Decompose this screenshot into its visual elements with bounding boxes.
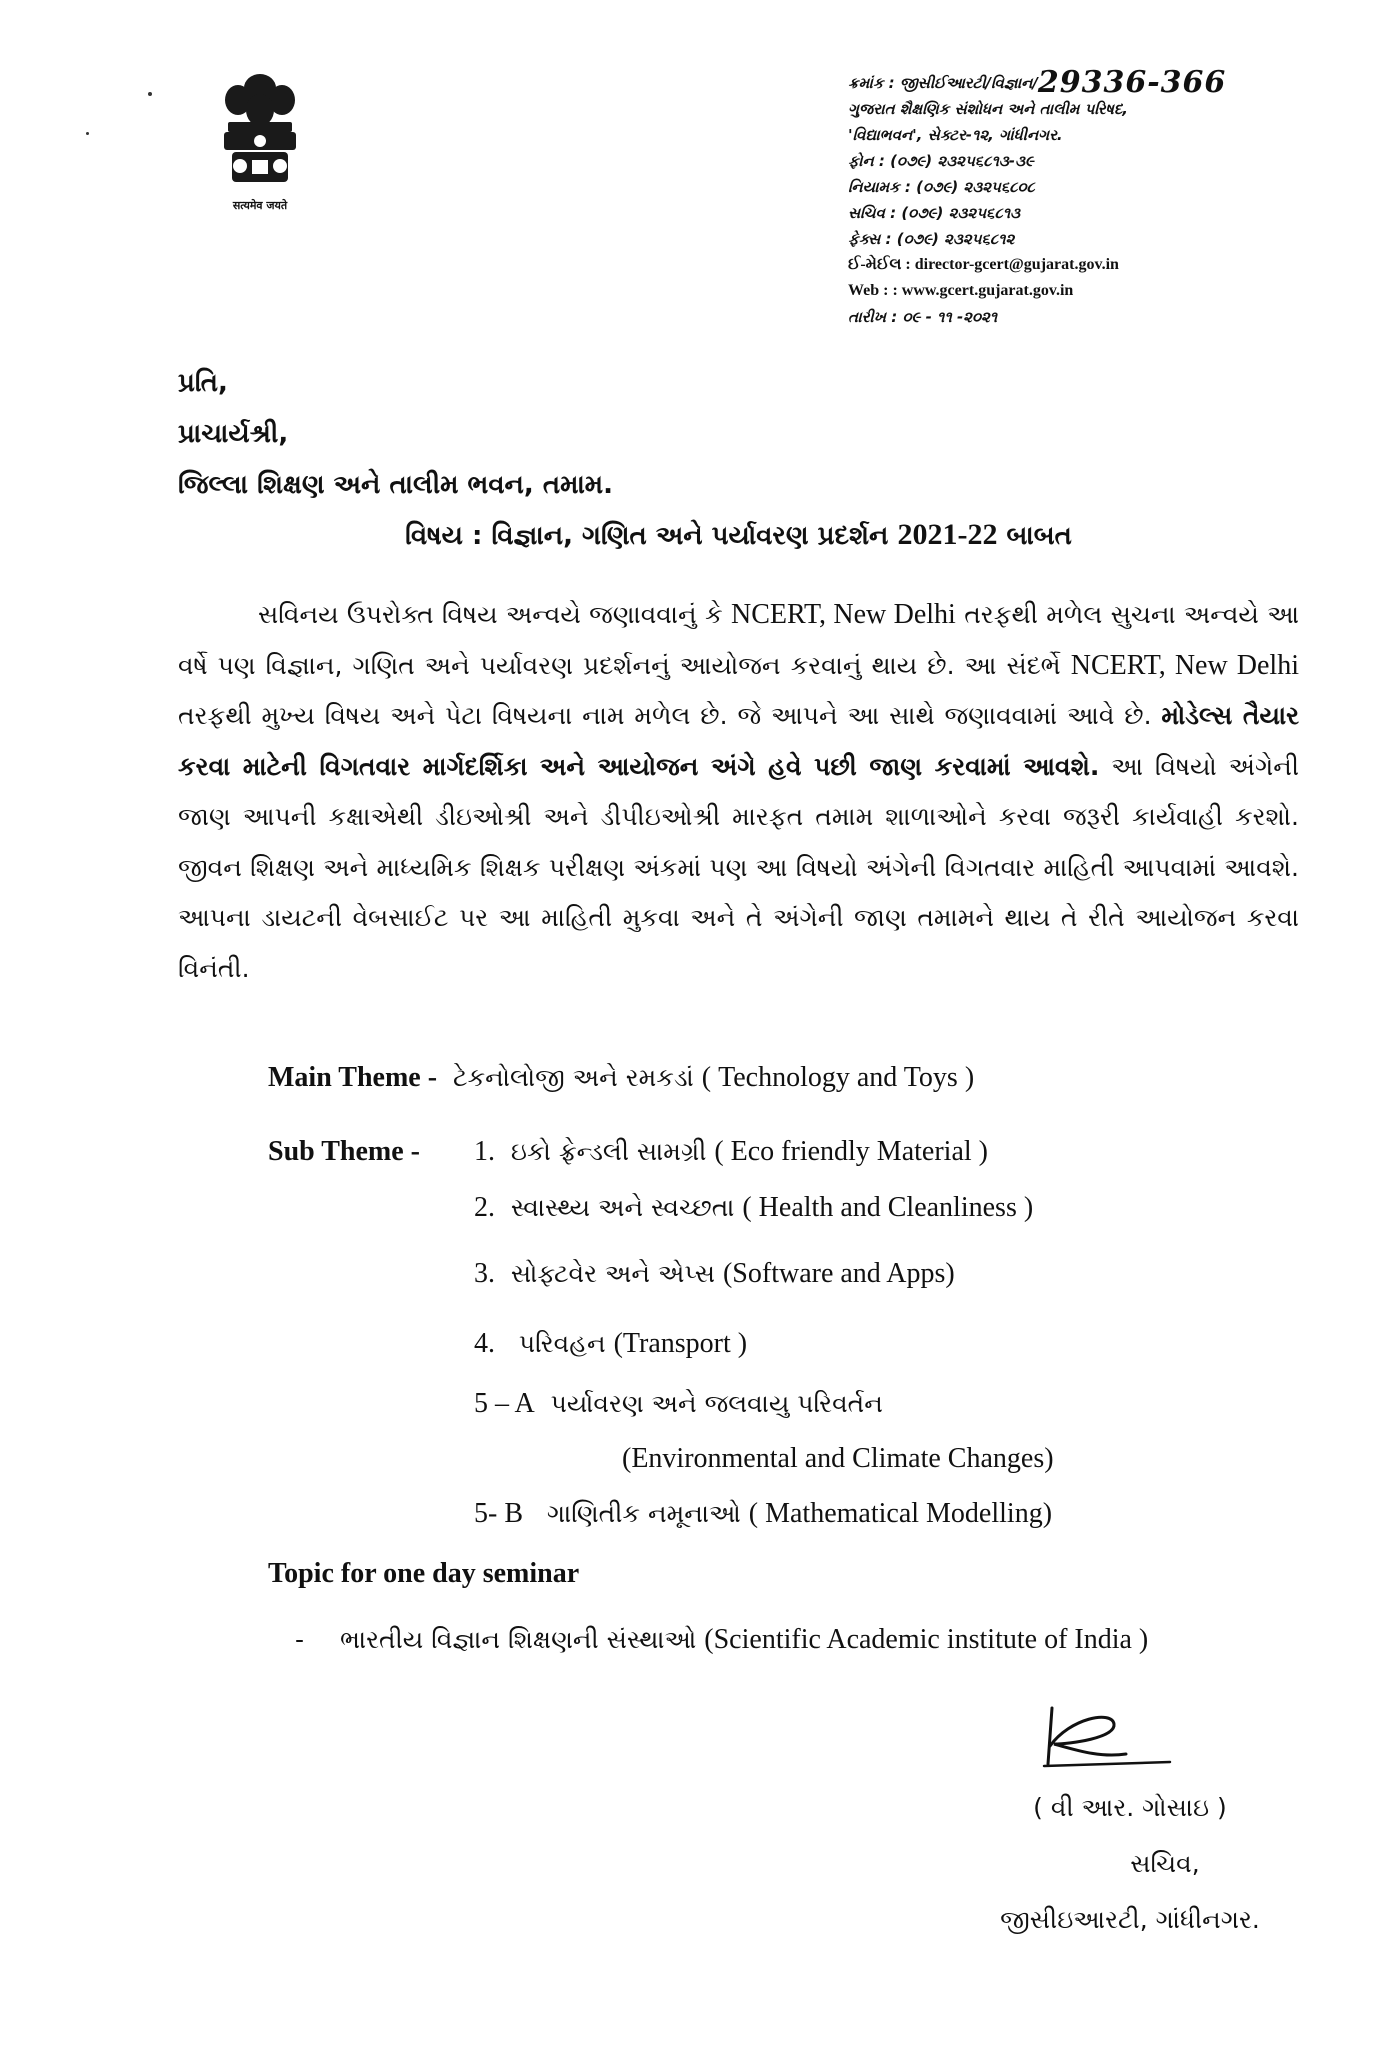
sub-theme-item [474,1136,988,1168]
body-guideline-note: મોડેલ્સ તૈયાર કરવા માટેની વિગતવાર માર્ગદર્શિકા અને આયોજન અંગે હવે પછી જાણ કરવામાં આવશે. [178,701,1299,781]
web-line: Web : : www.gcert.gujarat.gov.in [848,282,1074,299]
subject-prefix: વિષય : વિજ્ઞાન, ગણિત અને પર્યાવરણ પ્રદર્શન [405,521,889,551]
secretary-phone: સચિવ : (૦૭૯) ૨૩૨૫૬૮૧૩ [848,204,1021,222]
sub-theme-gu: સ્વાસ્થ્ય અને સ્વચ્છતા [510,1193,735,1222]
signatory-office: જીસીઇઆરટી, ગાંધીનગર. [1000,1905,1260,1934]
seminar-heading: Topic for one day seminar [268,1558,580,1589]
body-part-5: તરફથી મુખ્ય વિષય અને પેટા વિષયના નામ મળેલ છે. જે આપને આ સાથે જણાવવામાં આવે છે. [178,701,1152,730]
director-phone: નિયામક : (૦૭૯) ૨૩૨૫૬૮૦૮ [848,178,1035,196]
sub-theme-gu: પર્યાવરણ અને જલવાયુ પરિવર્તન [550,1389,883,1418]
sub-theme-item [474,1258,955,1290]
phone-line: ફોન : (૦૭૯) ૨૩૨૫૬૮૧૩-૩૯ [848,152,1034,170]
body-part-1: સવિનય ઉપરોક્ત વિષય અન્વયે જણાવવાનું કે [258,600,723,629]
body-ncert-2: NCERT, New Delhi [1070,649,1299,681]
sub-theme-item-translation [622,1443,1054,1475]
reference-line [848,65,1368,100]
national-emblem-icon [210,70,310,200]
sub-theme-gu: સોફ્ટવેર અને એપ્સ [510,1259,716,1288]
sub-theme-gu: ઇકો ફ્રેન્ડલી સામગ્રી [510,1137,707,1166]
subject-line [178,518,1299,552]
sub-theme-num: 5 – A [474,1388,535,1419]
sub-theme-item [474,1388,883,1420]
email-line: ઈ-મેઈલ : director-gcert@gujarat.gov.in [848,256,1119,273]
sub-theme-num: 5- B [474,1498,523,1529]
signatory-name: ( વી આર. ગોસાઇ ) [1033,1793,1227,1822]
seminar-dash: - [295,1625,305,1654]
sub-theme-item [474,1498,1052,1530]
date-line: તારીખ : ૦૯ - ૧૧ -૨૦૨૧ [848,308,998,326]
sub-theme-label [268,1136,420,1168]
body-part-7: આ વિષયો અંગેની જાણ આપની કક્ષાએથી ડીઇઓશ્રી અને ડીપીઇઓશ્રી મારફત તમામ શાળાઓને કરવા જરૂરી કાર્યવાહી કરશો. જીવન શિક્ષણ અને માધ્યમિક શિક્ષક પરીક્ષણ અંકમાં પણ આ વિષયો અંગેની વિગતવાર માહિતી આપવામાં આવશે. આપના ડાયટની વેબસાઈટ પર આ માહિતી મુકવા અને તે અંગેની જાણ તમામને થાય તે રીતે આયોજન કરવા વિનંતી. [178,751,1299,983]
main-theme-en: ( Technology and Toys ) [701,1062,975,1093]
scan-speck [86,132,89,135]
fax-line: ફેક્સ : (૦૭૯) ૨૩૨૫૬૮૧૨ [848,230,1015,248]
seminar-text [340,1612,1300,1668]
sub-theme-en: (Environmental and Climate Changes) [622,1443,1054,1474]
sub-theme-num: 2. [474,1192,495,1223]
letterhead [848,65,1368,330]
sub-theme-en: (Transport ) [613,1328,748,1359]
reference-label: ક્રમાંક : જીસીઈઆરટી/વિજ્ઞાન/ [848,74,1038,92]
sub-theme-en: (Software and Apps) [722,1258,955,1289]
address-title: પ્રાચાર્યશ્રી, [178,419,289,449]
scan-speck [148,92,152,96]
sub-theme-item [474,1192,1033,1224]
org-address: 'વિદ્યાભવન', સેક્ટર-૧૨, ગાંધીનગર. [848,126,1063,144]
seminar-gu: ભારતીય વિજ્ઞાન શિક્ષણની સંસ્થાઓ [340,1625,697,1654]
sub-theme-en: ( Eco friendly Material ) [714,1136,988,1167]
org-name: ગુજરાત શૈક્ષણિક સંશોધન અને તાલીમ પરિષદ, [848,100,1128,118]
sub-theme-num: 4. [474,1328,495,1359]
sub-theme-num: 3. [474,1258,495,1289]
main-theme-label: Main Theme - [268,1062,438,1093]
seminar-en: (Scientific Academic institute of India ) [704,1624,1149,1655]
sub-theme-item [474,1328,747,1360]
subject-year: 2021-22 [897,518,998,551]
signatory-block [900,1780,1300,1948]
body-part-3: તરફથી મળેલ સુચના અન્વયે આ વર્ષે પણ વિજ્ઞાન, ગણિત અને પર્યાવરણ પ્રદર્શનનું આયોજન કરવાનું થાય છે. આ સંદર્ભે [178,600,1299,680]
reference-number: 29336-366 [1037,65,1227,100]
subject-suffix: બાબત [1006,521,1072,551]
sub-theme-en: ( Mathematical Modelling) [748,1498,1053,1529]
main-theme [268,1062,974,1094]
sub-theme-gu: પરિવહન [518,1329,606,1358]
address-office: જિલ્લા શિક્ષણ અને તાલીમ ભવન, તમામ. [178,470,614,500]
emblem-motto: सत्यमेव जयते [232,199,288,212]
seminar-topic [295,1612,1300,1668]
signature-mark [1030,1700,1180,1780]
sub-theme-gu: ગાણિતીક નમૂનાઓ [546,1499,741,1528]
body-ncert-1: NCERT, New Delhi [730,599,956,630]
address-to: પ્રતિ, [178,368,228,398]
sub-theme-label-text: Sub Theme - [268,1136,420,1167]
sub-theme-num: 1. [474,1136,495,1167]
signatory-designation: સચિવ, [1130,1849,1200,1878]
main-theme-gu: ટેકનોલોજી અને રમકડાં [452,1063,694,1092]
body-paragraph [178,590,1299,994]
sub-theme-en: ( Health and Cleanliness ) [742,1192,1034,1223]
recipient-address [178,358,613,511]
